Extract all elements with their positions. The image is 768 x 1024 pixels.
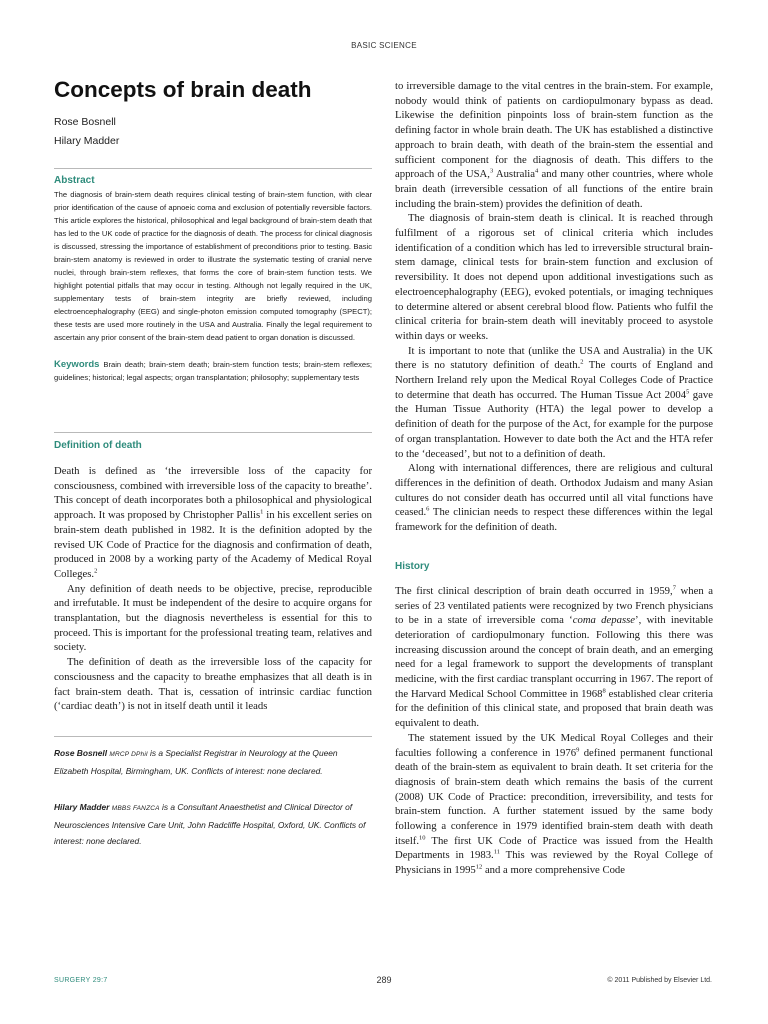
footer-copyright: © 2011 Published by Elsevier Ltd.: [607, 977, 712, 984]
citation: 5: [686, 388, 690, 396]
citation: 11: [493, 848, 500, 856]
keywords: [54, 358, 372, 384]
page-number: 289: [376, 975, 392, 985]
citation: 8: [602, 687, 606, 695]
right-column: [395, 79, 713, 878]
citation: 12: [475, 863, 483, 871]
citation: 4: [535, 167, 539, 175]
paragraph: Any definition of death needs to be objective, precise, reproducible and irrefutable. It must be independent of the desire to acquire organs for transplantation, but the diagnosis nevertheless is essential for this to proceed. This is important for the professional treating team, relatives and society.: [54, 582, 372, 654]
citation: 2: [94, 567, 98, 575]
bio-name: Hilary Madder: [54, 801, 110, 812]
paragraph: to irreversible damage to the vital centres in the brain-stem. For example, nobody would think of patients on cardiopulmonary bypass as dead. Likewise the definition pinpoints loss of brain-stem function as the defining factor in whole brain death. The UK has established a distinctive approach to brain death, with death of the brain-stem the essential and sufficient component for the diagnosis of death. This differs to the approach of the USA,$^3$ Australia$^4$ and many other countries, where whole brain death (irreversible cessation of all functions of the entire brain including the brain-stem) provides the definition of death.: [395, 80, 713, 210]
article-title: Concepts of brain death: [54, 77, 312, 102]
section-heading-definition: Definition of death: [54, 440, 142, 451]
keywords-label: Keywords: [54, 359, 100, 370]
paragraph: The first clinical description of brain death occurred in 1959,$^7$ when a series of 23 ventilated patients were recognized by two French physicians to be in a state of irreversible coma ‘coma depasse’, with inevitable deterioration of cardiopulmonary function. Following this there was increasing discussion around the concept of brain death, and an emerging need for a legal framework to support the developments of transplant medicine, with the first cardiac transplant occurring in 1967. The report of the Harvard Medical School Committee in 1968$^8$ established clear criteria for the definition of this clinical state, and proposed that brain death was equivalent to death.: [395, 584, 714, 730]
keywords-text: Brain death; brain-stem death; brain-stem function tests; brain-stem reflexes; guidelines; historical; legal aspects; organ transplantation; philosophy; supplementary tests: [54, 360, 372, 382]
author-bio: Hilary Madder MBBS FANZCA is a Consultant Anaesthetist and Clinical Director of Neurosciences Intensive Care Unit, John Radcliffe Hospital, Oxford, UK. Conflicts of interest: none declared.: [54, 801, 366, 846]
author-name: Rose Bosnell: [54, 116, 116, 128]
footer-journal: SURGERY 29:7: [54, 977, 108, 984]
paragraph: The statement issued by the UK Medical Royal Colleges and their faculties following a conference in 1976$^9$ defined permanent functional death of the brain-stem as equivalent to brain death. It set criteria for the diagnosis of brain-stem death which remains the basis of the current (2008) UK Code of Practice: precondition, irreversibility, and tests for brain-stem function. A further statement issued by the same body following a conference in 1979 identified brain-stem death with death itself.$^{10}$ The first UK Code of Practice was issued from the Health Departments in 1983.11 This was reviewed by the Royal College of Physicians in 1995$^{12}$ and a more comprehensive Code: [395, 731, 713, 877]
divider: [54, 432, 372, 433]
citation: 10: [419, 834, 426, 842]
citation: 6: [426, 505, 430, 513]
paragraph: It is important to note that (unlike the USA and Australia) in the UK there is no statutory definition of death.$^2$ The courts of England and Northern Ireland rely upon the Medical Royal Colleges Code of Practice to determine that death has occurred. The Human Tissue Act 2004$^5$ gave the Human Tissue Authority (HTA) the legal power to develop a definition of death for the purpose of the Act, for example for the purpose of organ transplantation. However to date both the Act and the HTA refer to the ‘deceased’, but not to a definition of death.: [395, 344, 713, 460]
left-column: [54, 76, 372, 849]
paragraph: The definition of death as the irreversible loss of the capacity for consciousness and the capacity to breathe emphasizes that all death is in fact brain-stem death. That is, cessation of intrinsic cardiac function (‘cardiac death’) is not in itself death until it leads: [54, 656, 372, 713]
bio-name: Rose Bosnell: [54, 747, 108, 758]
citation: 7: [672, 584, 676, 592]
author-list: [54, 113, 372, 151]
section-heading-history: History: [395, 560, 430, 572]
paragraph: Death is defined as ‘the irreversible loss of the capacity for consciousness, combined with irreversible loss of the capacity to breathe’. This concept of death incorporates both a philosophical and physiological approach. It was proposed by Christopher Pallis$^1$ in his excellent series on brain-stem death published in 1982. It is the definition adopted by the revised UK Code of Practice for the diagnosis and confirmation of death, produced in 2008 by a working party of the Academy of Medical Royal Colleges.$^2$: [54, 465, 372, 580]
abstract-text: The diagnosis of brain-stem death requires clinical testing of brain-stem function, with clear prior identification of the cause of apnoeic coma and exclusion of potentially reversible factors. This article explores the historical, philosophical and legal background of brain-stem death that has led to the UK code of practice for the diagnosis of death. The process for clinical diagnosis is discussed, stressing the importance of establishment of preconditions prior to testing. Basic brain-stem anatomy is reviewed in order to illustrate the systematic testing of cranial nerve nuclei, through brain-stem reflexes, that forms the core of brain-stem function tests. We highlight potential pitfalls that may occur in testing. Although not legally required in the UK, supplementary tests of brain-stem integrity are briefly reviewed, including electroencephalography (EEG) and single-photon emission computed tomography (SPECT); these tests are used more routinely in the USA and Australia. Finally the legal requirement to ascertain any prior consent of the brain-stem dead patient to organ donation is discussed.: [54, 190, 372, 342]
citation: 3: [489, 167, 494, 175]
author-bio: Rose Bosnell MRCP DPhil is a Specialist Registrar in Neurology at the Queen Elizabeth Hospital, Birmingham, UK. Conflicts of interest: none declared.: [54, 747, 338, 776]
citation: 9: [576, 745, 580, 753]
section-label: BASIC SCIENCE: [351, 41, 417, 50]
italic-term: coma depasse: [572, 614, 636, 627]
divider: [54, 736, 372, 737]
citation: 1: [260, 508, 264, 516]
bio-qualifications: MRCP DPhil: [109, 750, 148, 758]
bio-qualifications: MBBS FANZCA: [111, 804, 160, 812]
paragraph: Along with international differences, there are religious and cultural differences in the definition of death. Orthodox Judaism and many Asian cultures do not consider death has occurred until all vital functions have ceased.$^6$ The clinician needs to respect these differences within the legal framework for the definition of death.: [395, 462, 713, 534]
abstract-section: [54, 169, 372, 384]
abstract-heading: Abstract: [54, 175, 95, 186]
paragraph: The diagnosis of brain-stem death is clinical. It is reached through fulfilment of a rigorous set of clinical criteria which includes identification of a condition which has led to irreversible structural brain-stem damage, clinical tests for brain-stem function and exclusion of reversibility. It does not depend upon additional investigations such as electroencephalography (EEG), evoked potentials, or imaging techniques to determine altered or absent cerebral blood flow. Patients who fulfil the clinical criteria for brain-stem death will inevitably proceed to asystole within days or weeks.: [395, 212, 713, 342]
author-name: Hilary Madder: [54, 135, 120, 147]
citation: 2: [580, 358, 584, 366]
